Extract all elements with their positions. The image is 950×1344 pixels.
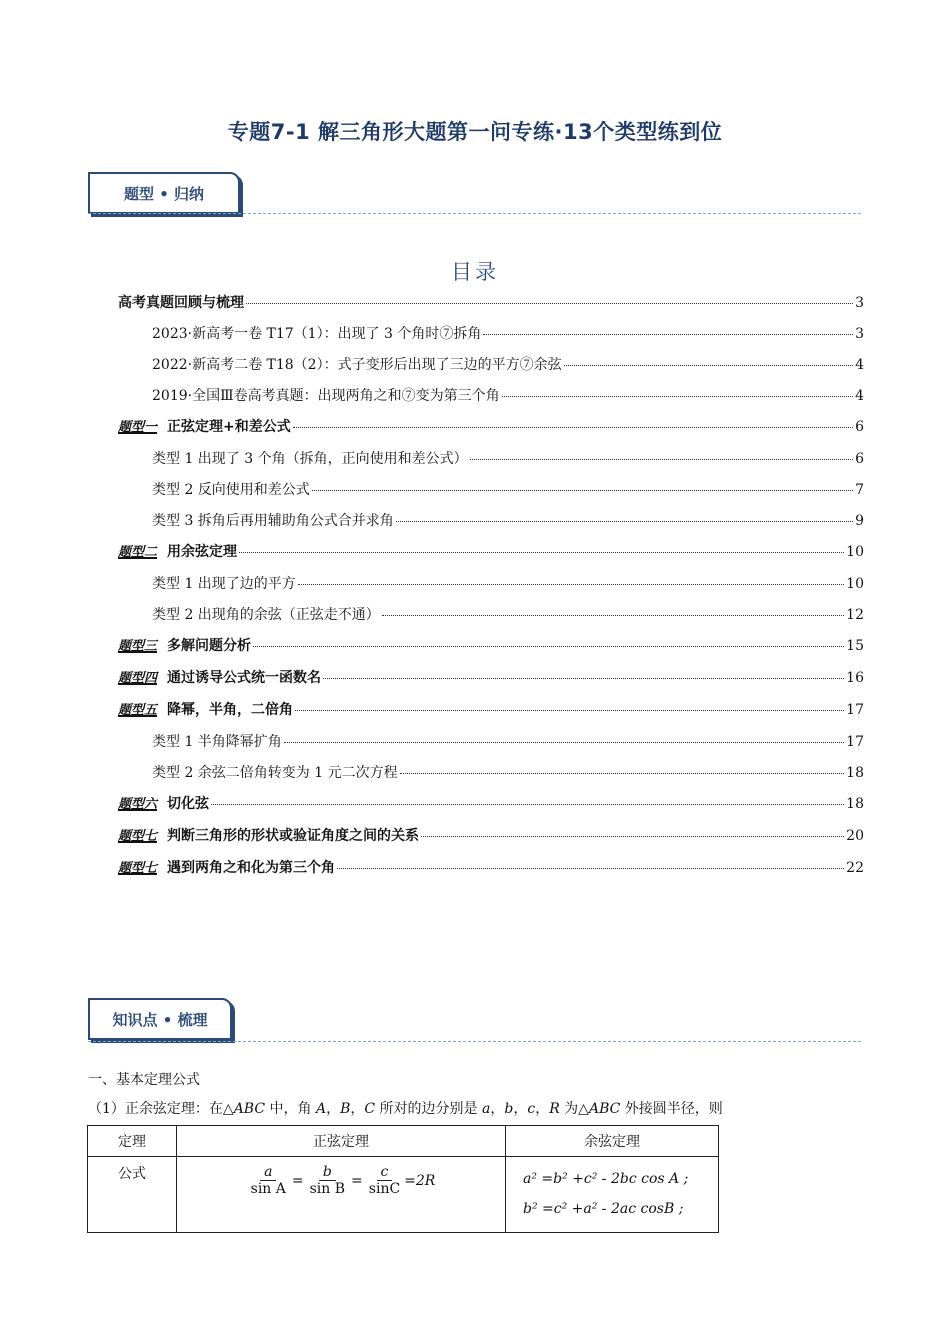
toc-entry[interactable] (118, 857, 864, 889)
table-header: 定理 (88, 1126, 177, 1157)
toc-entry[interactable] (118, 385, 864, 416)
toc-leader-dots (502, 396, 853, 397)
toc-leader-dots (295, 710, 844, 711)
toc-entry[interactable] (118, 541, 864, 573)
toc-badge: 题型三 (118, 639, 158, 654)
toc-page-number: 22 (846, 860, 864, 876)
toc-entry-label: 类型 2 出现角的余弦（正弦走不通） (152, 607, 380, 623)
toc-leader-dots (211, 804, 844, 805)
toc-page-number: 6 (855, 451, 864, 467)
toc-entry-label: 通过诱导公式统一函数名 (167, 670, 322, 686)
sine-law-cell: $\frac{a}{\text{sin A}}$ = $\frac{b}{\text{sin B}}$ = $\frac{c}{\sin C}$ =2R (177, 1157, 506, 1233)
toc-page-number: 7 (855, 482, 864, 498)
dashed-divider (88, 213, 861, 214)
toc-leader-dots (400, 773, 845, 774)
toc-entry[interactable] (118, 510, 864, 541)
toc-entry-label: 2019·全国Ⅲ卷高考真题：出现两角之和⑦变为第三个角 (152, 388, 500, 404)
toc-page-number: 3 (855, 326, 864, 342)
toc-entry[interactable] (118, 416, 864, 448)
theorem-table (87, 1125, 719, 1233)
cosine-formula-1: a² =b² +c² - 2bc cos A ; (523, 1171, 689, 1187)
document-title: 专题7-1 解三角形大题第一问专练·13个类型练到位 (227, 120, 723, 144)
toc-page-number: 6 (855, 419, 864, 435)
table-header: 正弦定理 (177, 1126, 506, 1157)
toc-leader-dots (239, 552, 844, 553)
toc-entry-label: 类型 1 出现了边的平方 (152, 576, 296, 592)
toc-entry-label: 多解问题分析 (167, 638, 252, 654)
toc-entry-label: 判断三角形的形状或验证角度之间的关系 (167, 828, 420, 844)
toc-heading: 目录 (451, 260, 499, 284)
toc-entry[interactable] (118, 667, 864, 699)
toc-entry-label: 用余弦定理 (167, 544, 238, 560)
toc-badge: 题型六 (118, 797, 158, 812)
toc-page-number: 10 (846, 576, 864, 592)
toc-badge: 题型七 (118, 829, 158, 844)
toc-leader-dots (470, 459, 853, 460)
toc-entry-label: 2022·新高考二卷 T18（2）：式子变形后出现了三边的平方⑦余弦 (152, 357, 562, 373)
toc-badge: 题型一 (118, 420, 158, 435)
toc-entry-label: 类型 1 半角降幂扩角 (152, 734, 282, 750)
toc-badge: 题型二 (118, 545, 158, 560)
toc-entry-label: 类型 3 拆角后再用辅助角公式合并求角 (152, 513, 394, 529)
toc-page-number: 10 (846, 544, 864, 560)
toc-page-number: 3 (855, 295, 864, 311)
toc-page-number: 12 (846, 607, 864, 623)
cosine-formula-2: b² =c² +a² - 2ac cosB ; (523, 1201, 684, 1217)
toc-entry[interactable] (118, 762, 864, 793)
table-header: 余弦定理 (506, 1126, 719, 1157)
toc-entry-label: 类型 2 余弦二倍角转变为 1 元二次方程 (152, 765, 398, 781)
toc-leader-dots (312, 490, 853, 491)
toc-leader-dots (564, 365, 853, 366)
section-tag-knowledge-points: 知识点 • 梳理 (88, 998, 232, 1040)
toc-entry[interactable] (118, 825, 864, 857)
toc-page-number: 17 (846, 734, 864, 750)
toc-page-number: 9 (855, 513, 864, 529)
toc-entry-label: 2023·新高考一卷 T17（1）：出现了 3 个角时⑦拆角 (152, 326, 482, 342)
toc-entry-label: 类型 2 反向使用和差公式 (152, 482, 310, 498)
toc-entry-label: 遇到两角之和化为第三个角 (167, 860, 336, 876)
toc-page-number: 18 (846, 765, 864, 781)
toc-entry-label: 降幂，半角，二倍角 (167, 702, 294, 718)
toc-leader-dots (298, 584, 844, 585)
toc-badge: 题型七 (118, 861, 158, 876)
paragraph: （1）正余弦定理：在△ABC 中，角 A，B，C 所对的边分别是 a，b，c，R 为△ABC 外接圆半径，则 (88, 1101, 723, 1117)
table-row-label: 公式 (88, 1157, 177, 1233)
toc-page-number: 16 (846, 670, 864, 686)
toc-badge: 题型五 (118, 703, 158, 718)
toc-entry[interactable] (118, 635, 864, 667)
toc-page-number: 17 (846, 702, 864, 718)
cosine-law-cell (506, 1157, 719, 1233)
toc-leader-dots (382, 615, 844, 616)
toc-page-number: 18 (846, 796, 864, 812)
toc-page-number: 4 (855, 357, 864, 373)
table-of-contents (118, 292, 864, 889)
toc-entry[interactable] (118, 323, 864, 354)
toc-page-number: 15 (846, 638, 864, 654)
toc-leader-dots (293, 427, 853, 428)
toc-leader-dots (246, 303, 853, 304)
section-heading: 一、基本定理公式 (88, 1072, 200, 1088)
toc-entry-label: 正弦定理+和差公式 (167, 419, 291, 435)
toc-page-number: 20 (846, 828, 864, 844)
toc-badge: 题型四 (118, 671, 158, 686)
toc-leader-dots (323, 678, 844, 679)
toc-page-number: 4 (855, 388, 864, 404)
toc-entry[interactable] (118, 292, 864, 323)
toc-leader-dots (483, 334, 853, 335)
toc-entry[interactable] (118, 793, 864, 825)
toc-leader-dots (396, 521, 853, 522)
toc-leader-dots (284, 742, 844, 743)
section-tag-question-types: 题型 • 归纳 (88, 172, 240, 214)
toc-entry[interactable] (118, 731, 864, 762)
toc-leader-dots (253, 646, 844, 647)
toc-entry[interactable] (118, 573, 864, 604)
toc-entry[interactable] (118, 448, 864, 479)
toc-entry-label: 类型 1 出现了 3 个角（拆角，正向使用和差公式） (152, 451, 468, 467)
toc-entry[interactable] (118, 479, 864, 510)
toc-entry[interactable] (118, 354, 864, 385)
toc-entry-label: 高考真题回顾与梳理 (118, 295, 244, 311)
toc-entry-label: 切化弦 (167, 796, 210, 812)
dashed-divider (88, 1041, 861, 1042)
toc-leader-dots (421, 836, 844, 837)
toc-entry[interactable] (118, 699, 864, 731)
toc-leader-dots (337, 868, 844, 869)
toc-entry[interactable] (118, 604, 864, 635)
